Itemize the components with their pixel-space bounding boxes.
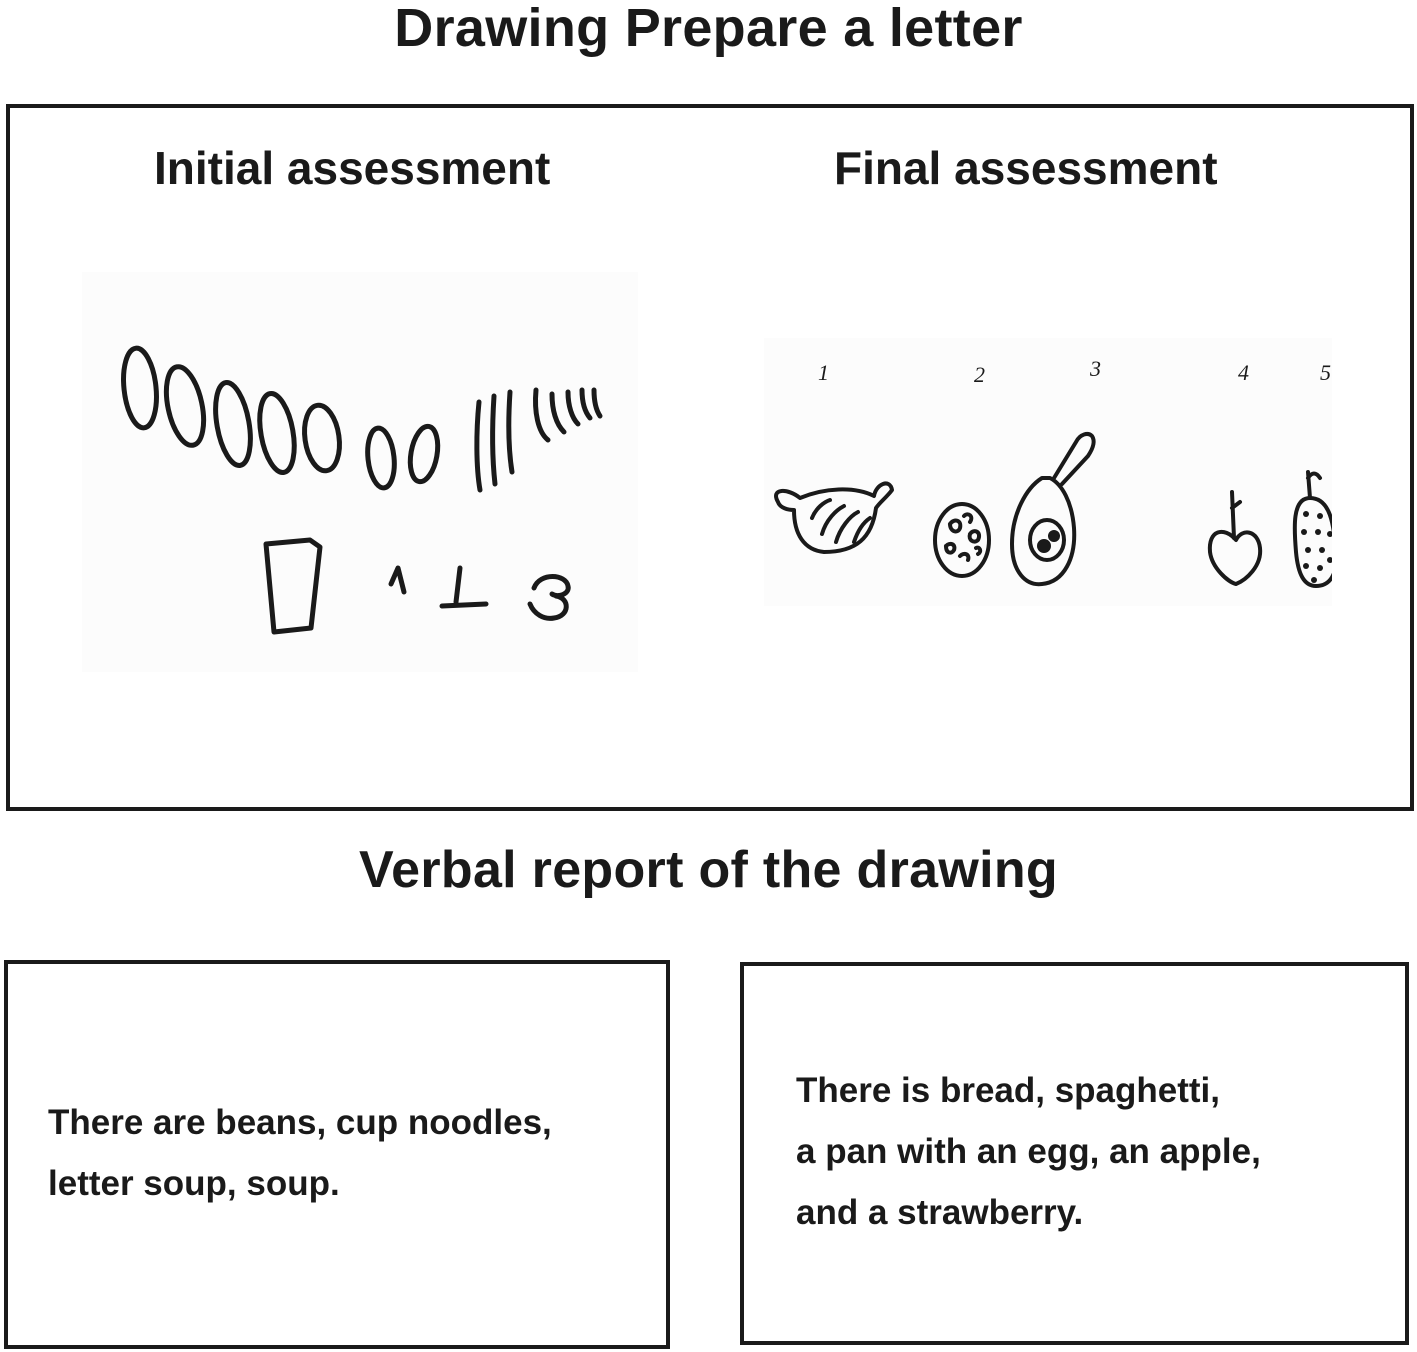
noodle-line [477, 402, 480, 490]
item-number: 5 [1320, 360, 1331, 385]
item-number: 4 [1238, 360, 1249, 385]
initial-report-text [48, 1092, 552, 1214]
noodle-line [536, 390, 549, 440]
initial-assessment-heading: Initial assessment [154, 142, 551, 194]
report-line: There is bread, spaghetti, [796, 1071, 1220, 1110]
final-assessment-heading: Final assessment [834, 142, 1218, 194]
bread-drawing [776, 483, 892, 552]
final-drawing [764, 338, 1332, 606]
item-number: 3 [1090, 356, 1101, 381]
noodle-line [493, 396, 495, 484]
noodle-line [568, 392, 578, 424]
noodle-lines [477, 390, 600, 490]
apple-drawing [1210, 492, 1260, 584]
bean-shape [210, 380, 256, 468]
final-report-text [796, 1060, 1261, 1243]
initial-verbal-report [4, 960, 670, 1349]
verbal-report-title: Verbal report of the drawing [359, 841, 1058, 899]
noodle-line [594, 390, 600, 416]
bean-shape [160, 363, 210, 448]
initial-drawing [82, 272, 638, 672]
item-number: 1 [818, 360, 829, 385]
pan-egg-drawing [1012, 434, 1094, 584]
bean-shape [365, 427, 397, 489]
report-line: letter soup, soup. [48, 1164, 340, 1203]
bean-shape [120, 347, 160, 430]
noodle-line [509, 392, 512, 472]
page-title: Drawing Prepare a letter [394, 0, 1023, 58]
bean-shape [406, 424, 441, 484]
bean-shapes [120, 347, 442, 490]
bean-shape [254, 391, 299, 475]
bean-shape [301, 403, 344, 473]
cup-shape [266, 540, 320, 632]
letter-glyph [391, 568, 404, 592]
letter-glyph [442, 568, 486, 606]
final-verbal-report [740, 962, 1409, 1345]
report-line: a pan with an egg, an apple, [796, 1132, 1261, 1171]
drawings-panel [6, 104, 1414, 811]
report-line: and a strawberry. [796, 1193, 1084, 1232]
item-number: 2 [974, 362, 985, 387]
letter-glyph [530, 577, 568, 619]
report-line: There are beans, cup noodles, [48, 1103, 552, 1142]
noodle-line [552, 394, 564, 432]
noodle-line [582, 390, 590, 418]
spaghetti-drawing [935, 504, 989, 576]
strawberry-drawing [1295, 472, 1332, 586]
